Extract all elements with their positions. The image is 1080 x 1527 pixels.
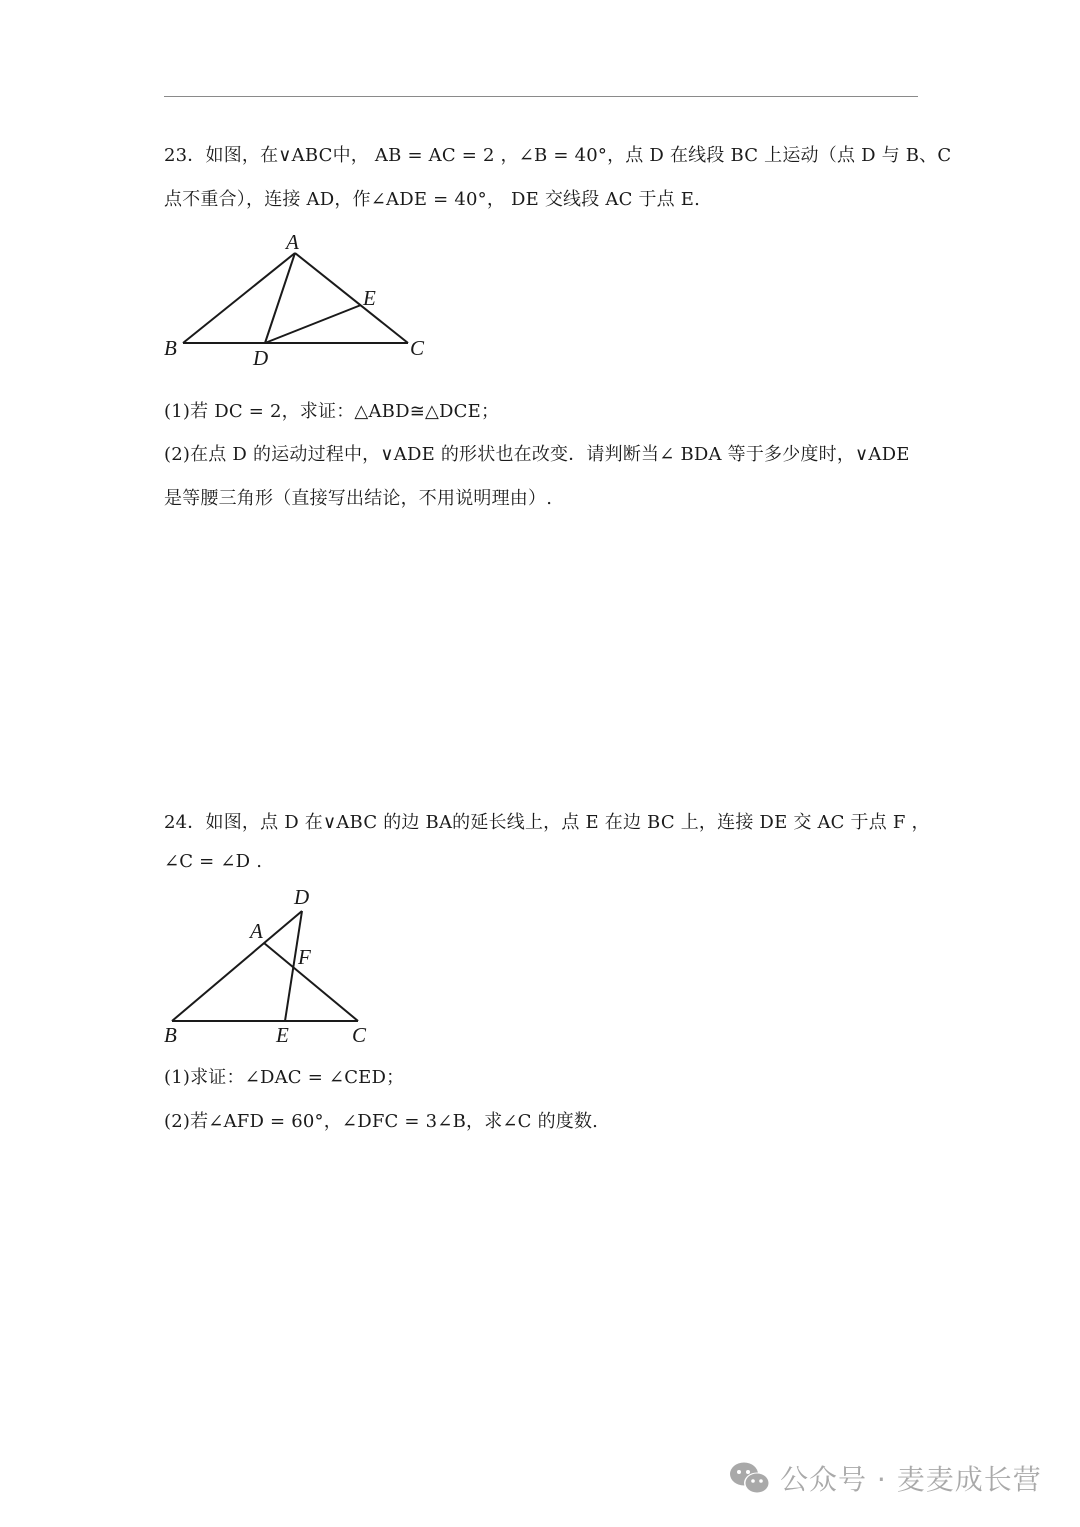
q24-part1: (1)求证：∠DAC = ∠CED； — [164, 1067, 405, 1088]
q24-stem-line2: ∠C = ∠D . — [164, 851, 263, 872]
q23-label-d: D — [253, 346, 269, 370]
q23-label-e: E — [363, 286, 376, 310]
q23-stem-line2: 点不重合），连接 AD，作∠ADE = 40°， DE 交线段 AC 于点 E. — [164, 189, 701, 210]
wechat-icon — [728, 1461, 772, 1495]
q24-label-e: E — [276, 1023, 289, 1047]
q24-label-a: A — [250, 919, 263, 943]
watermark-text: 公众号 · 麦麦成长营 — [780, 1463, 1042, 1496]
q24-label-c: C — [352, 1023, 367, 1047]
q24-figure — [160, 880, 390, 1050]
watermark — [728, 1458, 1042, 1498]
q23-part1: (1)若 DC = 2，求证：△ABD≅△DCE； — [164, 401, 500, 422]
q24-part2: (2)若∠AFD = 60°，∠DFC = 3∠B，求∠C 的度数. — [164, 1111, 599, 1132]
q23-part2-line1: (2)在点 D 的运动过程中，∨ADE 的形状也在改变．请判断当∠ BDA 等于多少度时，∨ADE — [164, 444, 910, 465]
q24-label-b: B — [164, 1023, 177, 1047]
q24-label-d: D — [294, 885, 310, 909]
q24-stem-line1: 24．如图，点 D 在∨ABC 的边 BA的延长线上，点 E 在边 BC 上，连接 DE 交 AC 于点 F ， — [164, 812, 930, 833]
q23-stem-line1: 23．如图，在∨ABC中， AB = AC = 2 ，∠B = 40°，点 D 在线段 BC 上运动（点 D 与 B、C — [164, 145, 952, 166]
q23-label-c: C — [410, 336, 425, 360]
header-rule — [164, 96, 918, 97]
q23-label-a: A — [286, 230, 299, 254]
q23-figure — [160, 225, 450, 375]
q24-label-f: F — [298, 945, 311, 969]
q23-part2-line2: 是等腰三角形（直接写出结论，不用说明理由）. — [164, 488, 553, 509]
q23-label-b: B — [164, 336, 177, 360]
